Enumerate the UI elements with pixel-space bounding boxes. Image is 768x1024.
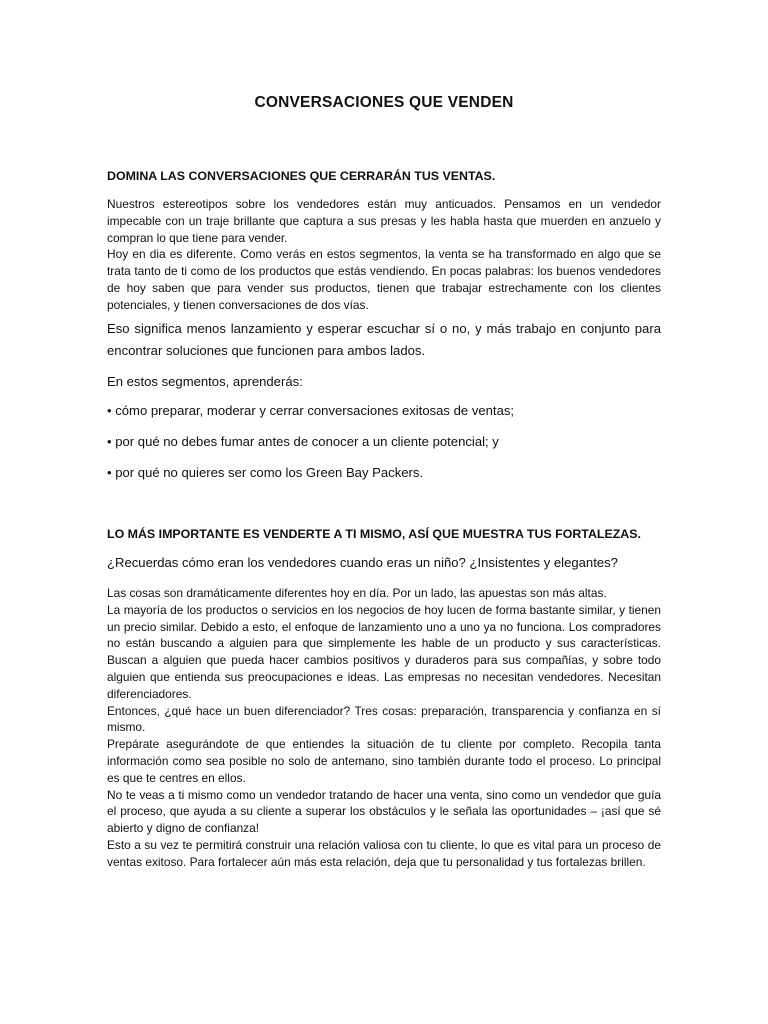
section1-paragraph-2: Hoy en dia es diferente. Como verás en estos segmentos, la venta se ha transformado en algo que se trata tanto de ti como de los productos que estás vendiendo. En pocas palabras: los buenos vendedores de hoy saben que para vender sus productos, tienen que trabajar estrechamente con los clientes potenciales, y tienen conversaciones de dos vías. [107, 247, 661, 312]
section1 [107, 168, 661, 184]
section2-question [107, 554, 661, 572]
section1-body [107, 196, 661, 314]
section2-paragraph-4: Prepárate asegurándote de que entiendes la situación de tu cliente por completo. Recopila tanta información como sea posible no solo de antemano, sino también durante todo el proceso. Lo principal es que te centres en ellos. [107, 737, 661, 785]
bullet-text: • cómo preparar, moderar y cerrar conversaciones exitosas de ventas; [107, 403, 515, 418]
section2-paragraph-2: La mayoría de los productos o servicios en los negocios de hoy lucen de forma bastante similar, y tienen un precio similar. Debido a esto, el enfoque de lanzamiento uno a uno ya no funciona. Los compradores no están buscando a alguien para que simplemente les hable de un producto y sus características. Buscan a alguien que pueda hacer cambios positivos y duraderos para sus compañías, y sobre todo alguien que entienda sus preocupaciones e ideas. Las empresas no necesitan vendedores. Necesitan diferenciadores. [107, 602, 661, 701]
bullet-item-2 [107, 433, 661, 451]
section1-heading: DOMINA LAS CONVERSACIONES QUE CERRARÁN TUS VENTAS. [107, 169, 496, 183]
section2-paragraph-5: No te veas a ti mismo como un vendedor tratando de hacer una venta, sino como un vendedor que guía el proceso, que ayuda a su cliente a superar los obstáculos y le señala las oportunidades – ¡así que sé abierto y digno de confianza! [107, 787, 661, 836]
section1-intro-text: En estos segmentos, aprenderás: [107, 374, 303, 389]
section1-paragraph-1: Nuestros estereotipos sobre los vendedores están muy anticuados. Pensamos en un vendedor impecable con un traje brillante que captura a sus presas y les habla hasta que muerden en anzuelo y compran lo que tiene para vender. [107, 197, 661, 245]
bullet-item-1 [107, 402, 661, 420]
bullet-text: • por qué no quieres ser como los Green Bay Packers. [107, 465, 424, 480]
section2-paragraph-6: Esto a su vez te permitirá construir una relación valiosa con tu cliente, lo que es vital para un proceso de ventas exitoso. Para fortalecer aún más esta relación, deja que tu personalidad y tus fortalezas brillen. [107, 837, 661, 869]
section2-body [107, 585, 661, 871]
section1-paragraph-3: Eso significa menos lanzamiento y esperar escuchar sí o no, y más trabajo en conjunto para encontrar soluciones que funcionen para ambos lados. [107, 321, 661, 358]
document-title: CONVERSACIONES QUE VENDEN [254, 94, 514, 111]
section2-heading: LO MÁS IMPORTANTE ES VENDERTE A TI MISMO, ASÍ QUE MUESTRA TUS FORTALEZAS. [107, 527, 641, 541]
section2-question-text: ¿Recuerdas cómo eran los vendedores cuando eras un niño? ¿Insistentes y elegantes? [107, 555, 618, 570]
section2 [107, 526, 661, 542]
bullet-text: • por qué no debes fumar antes de conocer a un cliente potencial; y [107, 434, 499, 449]
bullet-item-3 [107, 464, 661, 482]
section2-paragraph-3: Entonces, ¿qué hace un buen diferenciador? Tres cosas: preparación, transparencia y confianza en sí mismo. [107, 703, 661, 735]
section2-paragraph-1: Las cosas son dramáticamente diferentes hoy en día. Por un lado, las apuestas son más altas. [107, 586, 607, 600]
section1-body-2 [107, 318, 661, 361]
section1-intro [107, 373, 661, 391]
